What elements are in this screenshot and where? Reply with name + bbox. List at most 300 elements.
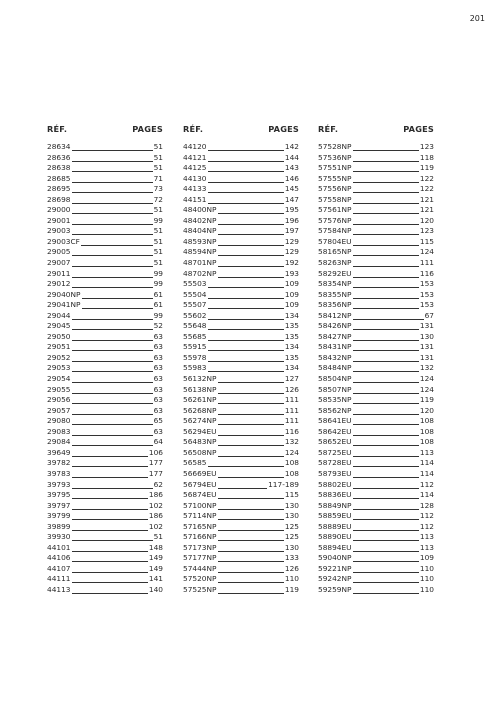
page-reference: 61 bbox=[153, 300, 163, 310]
page-reference: 112 bbox=[419, 511, 434, 521]
index-rows bbox=[47, 142, 163, 596]
index-row bbox=[47, 237, 163, 248]
leader-line bbox=[72, 564, 148, 573]
reference-code: 39795 bbox=[47, 490, 71, 500]
leader-line bbox=[208, 142, 284, 151]
reference-code: 57584NP bbox=[318, 226, 352, 236]
page-reference: 124 bbox=[419, 374, 434, 384]
reference-code: 56294EU bbox=[183, 426, 217, 436]
page-reference: 130 bbox=[419, 331, 434, 341]
leader-line bbox=[72, 353, 153, 362]
reference-code: 39899 bbox=[47, 521, 71, 531]
page-reference: 110 bbox=[284, 574, 299, 584]
reference-code: 29084 bbox=[47, 437, 71, 447]
index-row bbox=[47, 458, 163, 469]
page-reference: 51 bbox=[153, 163, 163, 173]
leader-line bbox=[218, 469, 284, 478]
leader-line bbox=[218, 269, 284, 278]
leader-line bbox=[353, 342, 419, 351]
leader-line bbox=[353, 480, 419, 489]
reference-code: 56794EU bbox=[183, 479, 217, 489]
page-reference: 113 bbox=[419, 532, 434, 542]
reference-code: 57536NP bbox=[318, 152, 352, 162]
index-row bbox=[47, 184, 163, 195]
leader-line bbox=[72, 427, 153, 436]
reference-code: 58431NP bbox=[318, 342, 352, 352]
leader-line bbox=[353, 363, 419, 372]
index-row bbox=[318, 205, 434, 216]
reference-code: 44120 bbox=[183, 142, 207, 151]
index-row bbox=[47, 522, 163, 533]
page-reference: 119 bbox=[419, 395, 434, 405]
leader-line bbox=[353, 279, 419, 288]
leader-line bbox=[353, 458, 419, 467]
index-row bbox=[318, 490, 434, 501]
page-reference: 129 bbox=[284, 236, 299, 246]
reference-code: 59259NP bbox=[318, 584, 352, 594]
leader-line bbox=[353, 247, 419, 256]
reference-code: 56585 bbox=[183, 458, 207, 468]
leader-line bbox=[353, 290, 419, 299]
leader-line bbox=[353, 332, 419, 341]
reference-code: 28695 bbox=[47, 184, 71, 194]
page-reference: 197 bbox=[284, 226, 299, 236]
leader-line bbox=[218, 437, 284, 446]
leader-line bbox=[208, 311, 284, 320]
leader-line bbox=[72, 501, 148, 510]
index-row bbox=[318, 543, 434, 554]
reference-code: 56483NP bbox=[183, 437, 217, 447]
page-reference: 99 bbox=[153, 279, 163, 289]
index-row bbox=[47, 321, 163, 332]
reference-code: 28634 bbox=[47, 142, 71, 151]
index-row bbox=[183, 564, 299, 575]
reference-code: 57177NP bbox=[183, 553, 217, 563]
leader-line bbox=[353, 511, 419, 520]
page-reference: 129 bbox=[284, 247, 299, 257]
leader-line bbox=[353, 205, 419, 214]
page-reference: 52 bbox=[153, 321, 163, 331]
index-row bbox=[183, 311, 299, 322]
page-reference: 130 bbox=[284, 511, 299, 521]
index-row bbox=[47, 480, 163, 491]
index-row bbox=[318, 469, 434, 480]
column-header bbox=[318, 124, 434, 135]
reference-code: 29041NP bbox=[47, 300, 81, 310]
leader-line bbox=[353, 300, 419, 309]
page-reference: 108 bbox=[419, 416, 434, 426]
leader-line bbox=[81, 237, 153, 246]
index-row bbox=[318, 363, 434, 374]
reference-code: 39649 bbox=[47, 447, 71, 457]
leader-line bbox=[218, 258, 284, 267]
reference-code: 29045 bbox=[47, 321, 71, 331]
reference-code: 58165NP bbox=[318, 247, 352, 257]
index-row bbox=[47, 353, 163, 364]
reference-code: 29012 bbox=[47, 279, 71, 289]
page-reference: 109 bbox=[284, 289, 299, 299]
page-reference: 134 bbox=[284, 363, 299, 373]
leader-line bbox=[208, 321, 284, 330]
index-row bbox=[318, 226, 434, 237]
index-row bbox=[183, 153, 299, 164]
page-reference: 71 bbox=[153, 173, 163, 183]
page-reference: 144 bbox=[284, 152, 299, 162]
index-row bbox=[47, 363, 163, 374]
leader-line bbox=[218, 448, 284, 457]
page-reference: 142 bbox=[284, 142, 299, 151]
reference-code: 44125 bbox=[183, 163, 207, 173]
index-row bbox=[47, 553, 163, 564]
leader-line bbox=[353, 490, 419, 499]
page-reference: 51 bbox=[153, 258, 163, 268]
header-pages-label: PAGES bbox=[132, 124, 163, 134]
leader-line bbox=[208, 353, 284, 362]
index-row bbox=[47, 163, 163, 174]
page-reference: 51 bbox=[153, 247, 163, 257]
index-row bbox=[183, 522, 299, 533]
index-row bbox=[183, 416, 299, 427]
index-row bbox=[318, 427, 434, 438]
page-reference: 63 bbox=[153, 342, 163, 352]
page-reference: 51 bbox=[153, 152, 163, 162]
reference-code: 56138NP bbox=[183, 384, 217, 394]
leader-line bbox=[353, 237, 419, 246]
page-reference: 51 bbox=[153, 532, 163, 542]
index-row bbox=[47, 469, 163, 480]
reference-code: 39797 bbox=[47, 500, 71, 510]
index-row bbox=[47, 290, 163, 301]
leader-line bbox=[72, 522, 148, 531]
reference-code: 44111 bbox=[47, 574, 71, 584]
reference-code: 56268NP bbox=[183, 405, 217, 415]
reference-code: 29007 bbox=[47, 258, 71, 268]
index-row bbox=[183, 385, 299, 396]
page-reference: 192 bbox=[284, 258, 299, 268]
leader-line bbox=[72, 321, 153, 330]
index-column-3 bbox=[318, 124, 434, 596]
leader-line bbox=[72, 205, 153, 214]
reference-code: 58652EU bbox=[318, 437, 352, 447]
page-reference: 115 bbox=[419, 236, 434, 246]
page-reference: 145 bbox=[284, 184, 299, 194]
reference-code: 57100NP bbox=[183, 500, 217, 510]
index-row bbox=[47, 247, 163, 258]
page-reference: 108 bbox=[419, 437, 434, 447]
reference-code: 44133 bbox=[183, 184, 207, 194]
index-row bbox=[183, 216, 299, 227]
page-reference: 113 bbox=[419, 542, 434, 552]
reference-code: 58802EU bbox=[318, 479, 352, 489]
page-reference: 106 bbox=[148, 447, 163, 457]
index-row bbox=[183, 258, 299, 269]
leader-line bbox=[72, 490, 148, 499]
reference-code: 29052 bbox=[47, 352, 71, 362]
reference-code: 58535NP bbox=[318, 395, 352, 405]
index-row bbox=[47, 385, 163, 396]
index-row bbox=[47, 226, 163, 237]
index-row bbox=[183, 174, 299, 185]
reference-code: 29080 bbox=[47, 416, 71, 426]
reference-code: 58484NP bbox=[318, 363, 352, 373]
reference-code: 55983 bbox=[183, 363, 207, 373]
page-reference: 110 bbox=[419, 563, 434, 573]
index-row bbox=[47, 585, 163, 596]
leader-line bbox=[72, 184, 153, 193]
leader-line bbox=[72, 532, 153, 541]
index-row bbox=[318, 532, 434, 543]
leader-line bbox=[218, 374, 284, 383]
page-reference: 128 bbox=[419, 500, 434, 510]
leader-line bbox=[218, 490, 284, 499]
page-reference: 111 bbox=[284, 395, 299, 405]
reference-code: 29053 bbox=[47, 363, 71, 373]
page-reference: 51 bbox=[153, 205, 163, 215]
index-row bbox=[47, 501, 163, 512]
reference-code: 44107 bbox=[47, 563, 71, 573]
page-reference: 134 bbox=[284, 310, 299, 320]
leader-line bbox=[72, 247, 153, 256]
page-reference: 123 bbox=[419, 226, 434, 236]
reference-code: 48404NP bbox=[183, 226, 217, 236]
reference-code: 58354NP bbox=[318, 279, 352, 289]
leader-line bbox=[72, 395, 153, 404]
reference-code: 57576NP bbox=[318, 215, 352, 225]
page-reference: 65 bbox=[153, 416, 163, 426]
leader-line bbox=[353, 437, 419, 446]
index-row bbox=[47, 142, 163, 153]
reference-code: 57528NP bbox=[318, 142, 352, 151]
page-reference: 63 bbox=[153, 405, 163, 415]
index-row bbox=[318, 142, 434, 153]
leader-line bbox=[353, 585, 419, 594]
reference-code: 58642EU bbox=[318, 426, 352, 436]
index-row bbox=[47, 564, 163, 575]
page-reference: 112 bbox=[419, 521, 434, 531]
page-reference: 177 bbox=[148, 458, 163, 468]
page-number: 201 bbox=[469, 14, 485, 23]
page-reference: 109 bbox=[284, 300, 299, 310]
index-row bbox=[183, 574, 299, 585]
index-row bbox=[318, 522, 434, 533]
reference-code: 29000 bbox=[47, 205, 71, 215]
page-reference: 146 bbox=[284, 173, 299, 183]
leader-line bbox=[72, 374, 153, 383]
page-reference: 193 bbox=[284, 268, 299, 278]
reference-code: 57558NP bbox=[318, 194, 352, 204]
page-reference: 135 bbox=[284, 331, 299, 341]
reference-code: 58412NP bbox=[318, 310, 352, 320]
reference-code: 48400NP bbox=[183, 205, 217, 215]
page-reference: 99 bbox=[153, 310, 163, 320]
index-row bbox=[318, 553, 434, 564]
index-row bbox=[318, 237, 434, 248]
reference-code: 57166NP bbox=[183, 532, 217, 542]
index-row bbox=[47, 490, 163, 501]
index-row bbox=[47, 416, 163, 427]
leader-line bbox=[353, 532, 419, 541]
page-reference: 195 bbox=[284, 205, 299, 215]
reference-code: 48402NP bbox=[183, 215, 217, 225]
reference-code: 55648 bbox=[183, 321, 207, 331]
reference-code: 29001 bbox=[47, 215, 71, 225]
index-row bbox=[183, 353, 299, 364]
index-row bbox=[183, 374, 299, 385]
index-row bbox=[47, 406, 163, 417]
reference-code: 29056 bbox=[47, 395, 71, 405]
page-reference: 135 bbox=[284, 321, 299, 331]
page-reference: 111 bbox=[284, 416, 299, 426]
reference-code: 39930 bbox=[47, 532, 71, 542]
reference-code: 28638 bbox=[47, 163, 71, 173]
leader-line bbox=[208, 163, 284, 172]
page-reference: 124 bbox=[419, 384, 434, 394]
index-row bbox=[47, 258, 163, 269]
reference-code: 58426NP bbox=[318, 321, 352, 331]
page-reference: 147 bbox=[284, 194, 299, 204]
index-row bbox=[183, 585, 299, 596]
page-reference: 135 bbox=[284, 352, 299, 362]
index-row bbox=[183, 300, 299, 311]
index-row bbox=[318, 300, 434, 311]
reference-code: 55915 bbox=[183, 342, 207, 352]
leader-line bbox=[353, 258, 419, 267]
leader-line bbox=[353, 353, 419, 362]
leader-line bbox=[353, 469, 419, 478]
leader-line bbox=[208, 279, 284, 288]
header-pages-label: PAGES bbox=[403, 124, 434, 134]
reference-code: 58432NP bbox=[318, 352, 352, 362]
leader-line bbox=[208, 290, 284, 299]
leader-line bbox=[218, 395, 284, 404]
page-reference: 124 bbox=[419, 247, 434, 257]
page-reference: 63 bbox=[153, 363, 163, 373]
index-row bbox=[47, 205, 163, 216]
leader-line bbox=[353, 385, 419, 394]
leader-line bbox=[72, 279, 153, 288]
page-reference: 109 bbox=[419, 553, 434, 563]
reference-code: 28636 bbox=[47, 152, 71, 162]
page-reference: 108 bbox=[284, 458, 299, 468]
index-row bbox=[183, 543, 299, 554]
leader-line bbox=[353, 427, 419, 436]
index-row bbox=[183, 458, 299, 469]
reference-code: 29050 bbox=[47, 331, 71, 341]
leader-line bbox=[72, 437, 153, 446]
reference-code: 58728EU bbox=[318, 458, 352, 468]
leader-line bbox=[208, 300, 284, 309]
index-row bbox=[47, 448, 163, 459]
page-reference: 102 bbox=[148, 500, 163, 510]
leader-line bbox=[82, 300, 153, 309]
page-reference: 72 bbox=[153, 194, 163, 204]
leader-line bbox=[72, 363, 153, 372]
reference-code: 58263NP bbox=[318, 258, 352, 268]
leader-line bbox=[218, 511, 284, 520]
index-row bbox=[47, 395, 163, 406]
page-reference: 124 bbox=[284, 447, 299, 457]
leader-line bbox=[353, 195, 419, 204]
page-reference: 122 bbox=[419, 184, 434, 194]
leader-line bbox=[72, 574, 148, 583]
reference-code: 58355NP bbox=[318, 289, 352, 299]
index-row bbox=[183, 437, 299, 448]
leader-line bbox=[208, 363, 284, 372]
page-reference: 63 bbox=[153, 426, 163, 436]
reference-code: 56274NP bbox=[183, 416, 217, 426]
leader-line bbox=[72, 458, 148, 467]
index-row bbox=[318, 290, 434, 301]
index-row bbox=[47, 374, 163, 385]
column-header bbox=[47, 124, 163, 135]
reference-code: 58889EU bbox=[318, 521, 352, 531]
leader-line bbox=[353, 574, 419, 583]
index-row bbox=[318, 311, 434, 322]
reference-code: 39793 bbox=[47, 479, 71, 489]
reference-code: 58562NP bbox=[318, 405, 352, 415]
reference-code: 57444NP bbox=[183, 563, 217, 573]
leader-line bbox=[72, 406, 153, 415]
index-row bbox=[183, 279, 299, 290]
reference-code: 44106 bbox=[47, 553, 71, 563]
reference-code: 57561NP bbox=[318, 205, 352, 215]
reference-code: 44121 bbox=[183, 152, 207, 162]
reference-code: 29011 bbox=[47, 268, 71, 278]
index-row bbox=[47, 300, 163, 311]
reference-code: 58504NP bbox=[318, 374, 352, 384]
reference-code: 58890EU bbox=[318, 532, 352, 542]
page-reference: 111 bbox=[284, 405, 299, 415]
leader-line bbox=[218, 237, 284, 246]
page-reference: 108 bbox=[419, 426, 434, 436]
leader-line bbox=[208, 153, 284, 162]
index-row bbox=[47, 216, 163, 227]
leader-line bbox=[218, 522, 284, 531]
index-row bbox=[318, 184, 434, 195]
leader-line bbox=[218, 406, 284, 415]
leader-line bbox=[353, 543, 419, 552]
index-row bbox=[318, 406, 434, 417]
index-row bbox=[47, 279, 163, 290]
leader-line bbox=[72, 416, 153, 425]
leader-line bbox=[208, 195, 284, 204]
page-reference: 64 bbox=[153, 437, 163, 447]
index-row bbox=[318, 353, 434, 364]
leader-line bbox=[72, 342, 153, 351]
leader-line bbox=[72, 332, 153, 341]
reference-code: 44101 bbox=[47, 542, 71, 552]
reference-code: 39783 bbox=[47, 468, 71, 478]
page-reference: 102 bbox=[148, 521, 163, 531]
leader-line bbox=[353, 522, 419, 531]
reference-code: 29044 bbox=[47, 310, 71, 320]
index-row bbox=[183, 448, 299, 459]
reference-code: 29003 bbox=[47, 226, 71, 236]
page-reference: 114 bbox=[419, 458, 434, 468]
page-reference: 118 bbox=[419, 152, 434, 162]
index-row bbox=[183, 184, 299, 195]
reference-code: 57173NP bbox=[183, 542, 217, 552]
column-header bbox=[183, 124, 299, 135]
page-reference: 63 bbox=[153, 352, 163, 362]
index-row bbox=[318, 395, 434, 406]
index-row bbox=[47, 342, 163, 353]
index-row bbox=[47, 543, 163, 554]
index-row bbox=[47, 532, 163, 543]
index-row bbox=[318, 585, 434, 596]
index-row bbox=[318, 332, 434, 343]
reference-code: 57804EU bbox=[318, 236, 352, 246]
